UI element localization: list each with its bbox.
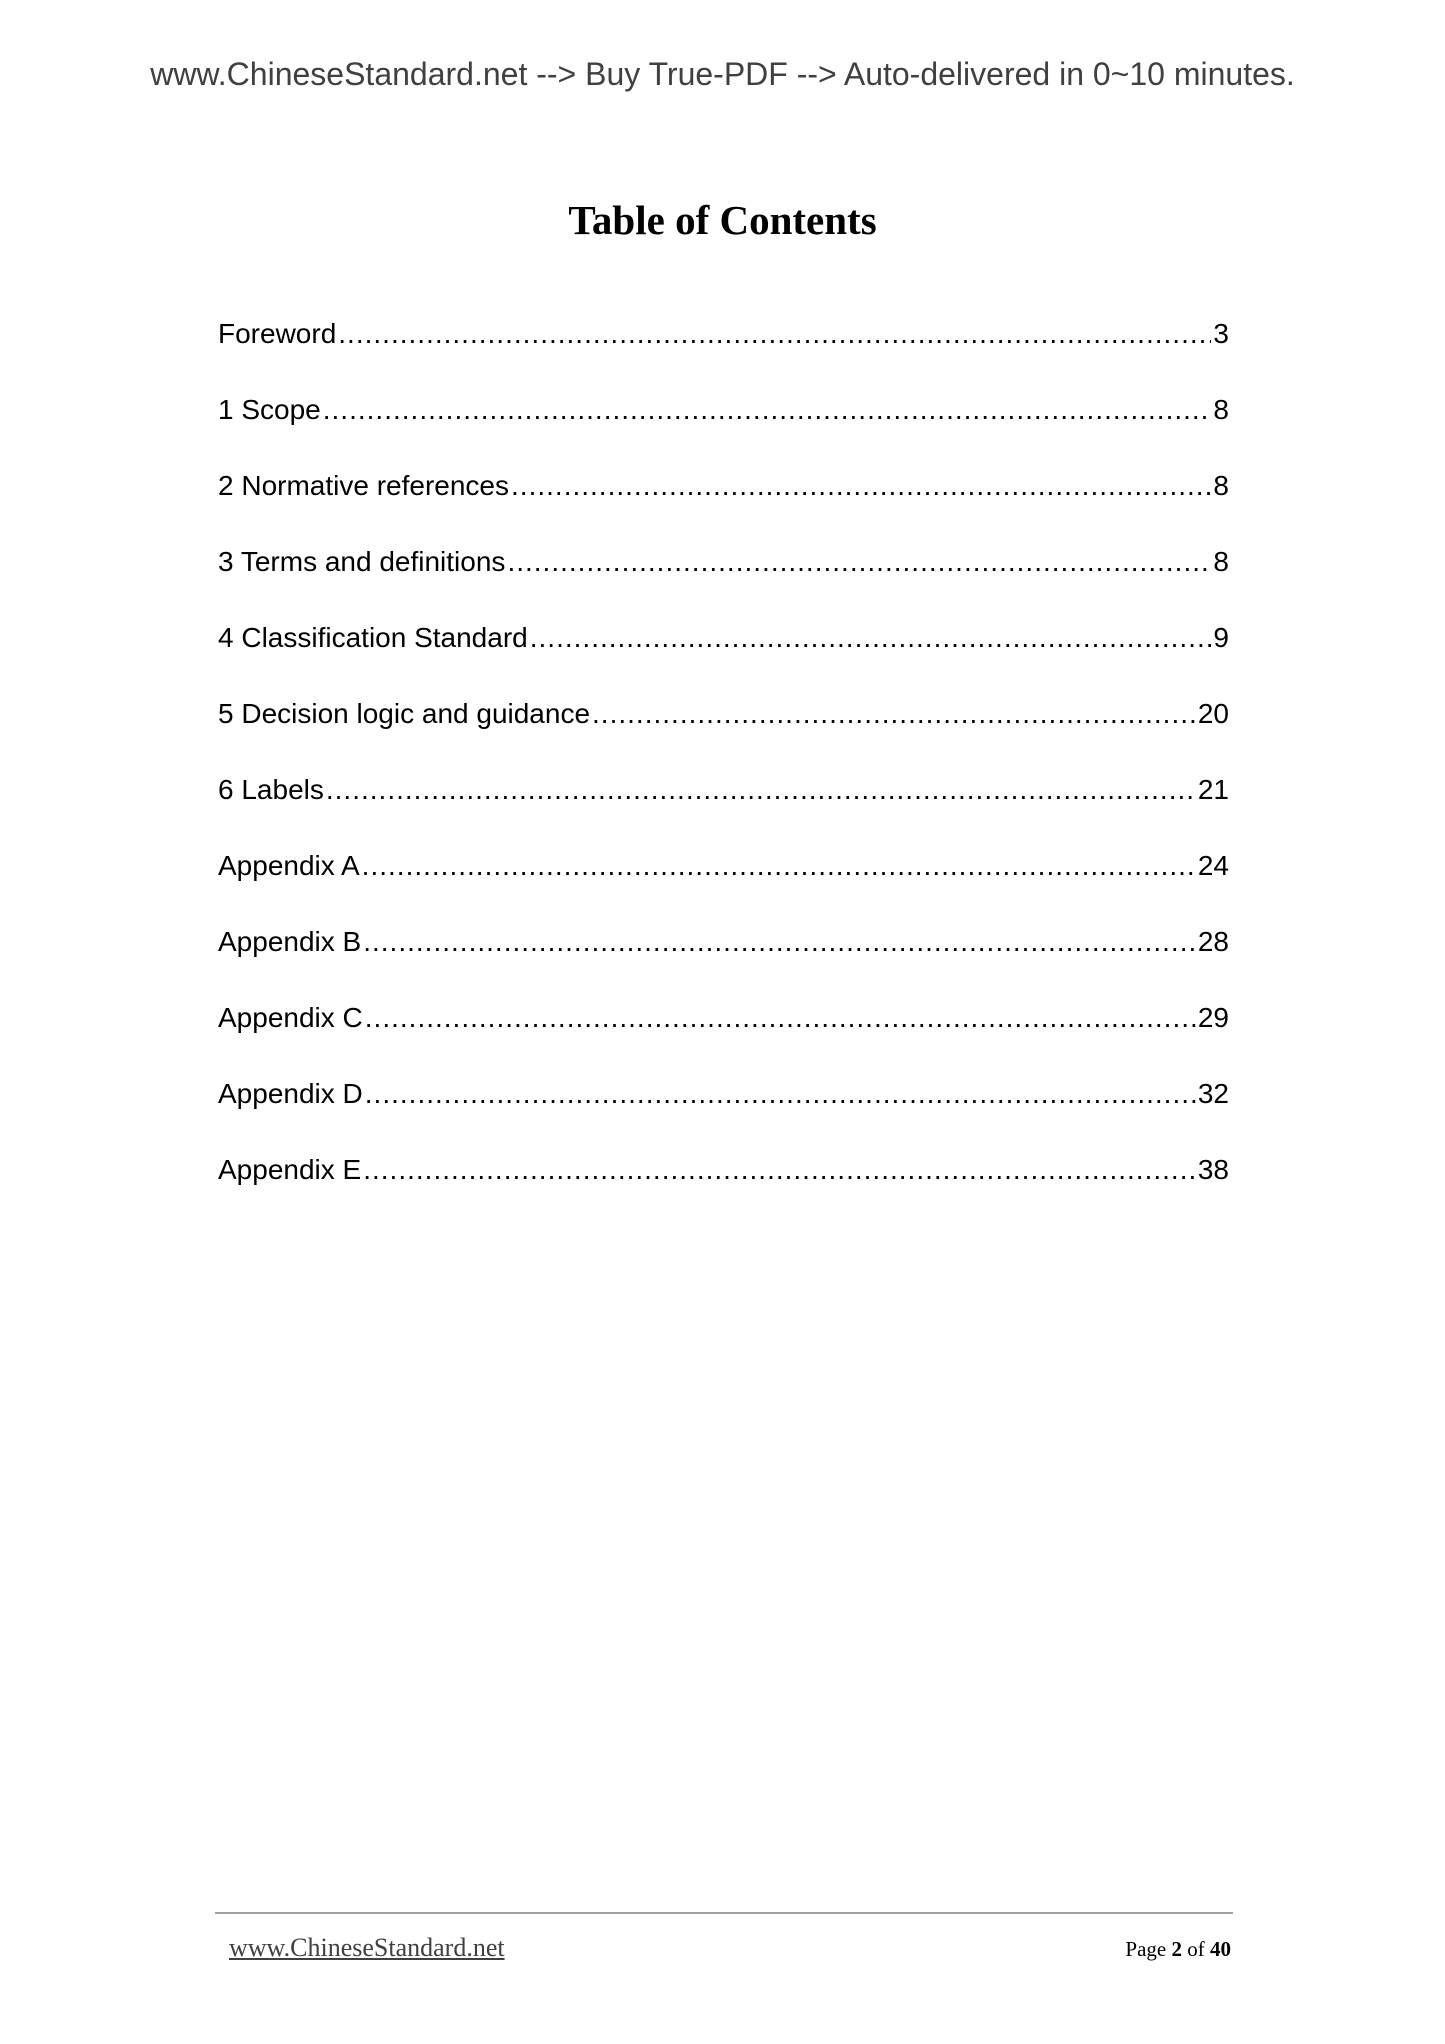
footer-total-pages: 40 [1210, 1937, 1231, 1961]
toc-dot-leader [365, 996, 1196, 1040]
toc-entry-page: 32 [1197, 1078, 1229, 1109]
toc-entry-scope[interactable] [218, 388, 1229, 464]
top-banner: www.ChineseStandard.net --> Buy True-PDF --> Auto-delivered in 0~10 minutes. [150, 56, 1295, 92]
toc-list [218, 312, 1229, 1224]
toc-entry-label: 4 Classification Standard [218, 622, 528, 653]
toc-entry-label: Appendix C [218, 1002, 363, 1033]
toc-dot-leader [511, 464, 1211, 508]
footer-of-word: of [1187, 1937, 1205, 1961]
toc-entry-page: 8 [1213, 470, 1229, 501]
toc-entry-appendix-c[interactable] [218, 996, 1229, 1072]
toc-entry-label: Appendix E [218, 1154, 362, 1185]
toc-entry-label: 3 Terms and definitions [218, 546, 506, 577]
toc-entry-page: 28 [1197, 926, 1229, 957]
toc-entry-page: 8 [1213, 394, 1229, 425]
toc-entry-foreword[interactable] [218, 312, 1229, 388]
toc-entry-terms-and-definitions[interactable] [218, 540, 1229, 616]
toc-entry-page: 24 [1197, 850, 1229, 881]
toc-entry-labels[interactable] [218, 768, 1229, 844]
toc-entry-page: 21 [1197, 774, 1229, 805]
toc-entry-page: 29 [1197, 1002, 1229, 1033]
toc-dot-leader [363, 1148, 1196, 1192]
toc-entry-label: Appendix B [218, 926, 362, 957]
toc-entry-label: Appendix A [218, 850, 360, 881]
toc-entry-appendix-a[interactable] [218, 844, 1229, 920]
toc-entry-appendix-d[interactable] [218, 1072, 1229, 1148]
toc-dot-leader [365, 1072, 1196, 1116]
toc-dot-leader [530, 616, 1212, 660]
toc-entry-decision-logic[interactable] [218, 692, 1229, 768]
toc-dot-leader [362, 844, 1196, 888]
toc-entry-normative-references[interactable] [218, 464, 1229, 540]
toc-entry-page: 9 [1213, 622, 1229, 653]
toc-entry-page: 20 [1197, 698, 1229, 729]
footer-page-number [1125, 1937, 1231, 1962]
toc-entry-label: Appendix D [218, 1078, 363, 1109]
toc-entry-label: 1 Scope [218, 394, 321, 425]
toc-entry-label: 6 Labels [218, 774, 324, 805]
page-title: Table of Contents [568, 197, 877, 243]
toc-dot-leader [507, 540, 1211, 584]
toc-entry-label: 5 Decision logic and guidance [218, 698, 591, 729]
toc-dot-leader [323, 388, 1212, 432]
footer-page-word: Page [1125, 1937, 1167, 1961]
toc-dot-leader [592, 692, 1196, 736]
toc-entry-classification-standard[interactable] [218, 616, 1229, 692]
footer-site-link[interactable]: www.ChineseStandard.net [229, 1933, 505, 1962]
toc-entry-page: 8 [1213, 546, 1229, 577]
toc-dot-leader [363, 920, 1196, 964]
toc-entry-label: 2 Normative references [218, 470, 510, 501]
toc-entry-label: Foreword [218, 318, 337, 349]
toc-dot-leader [338, 312, 1211, 356]
toc-entry-page: 38 [1197, 1154, 1229, 1185]
toc-dot-leader [326, 768, 1196, 812]
footer-divider [215, 1912, 1233, 1914]
toc-entry-appendix-e[interactable] [218, 1148, 1229, 1224]
footer-current-page: 2 [1171, 1937, 1182, 1961]
toc-entry-page: 3 [1213, 318, 1229, 349]
toc-entry-appendix-b[interactable] [218, 920, 1229, 996]
